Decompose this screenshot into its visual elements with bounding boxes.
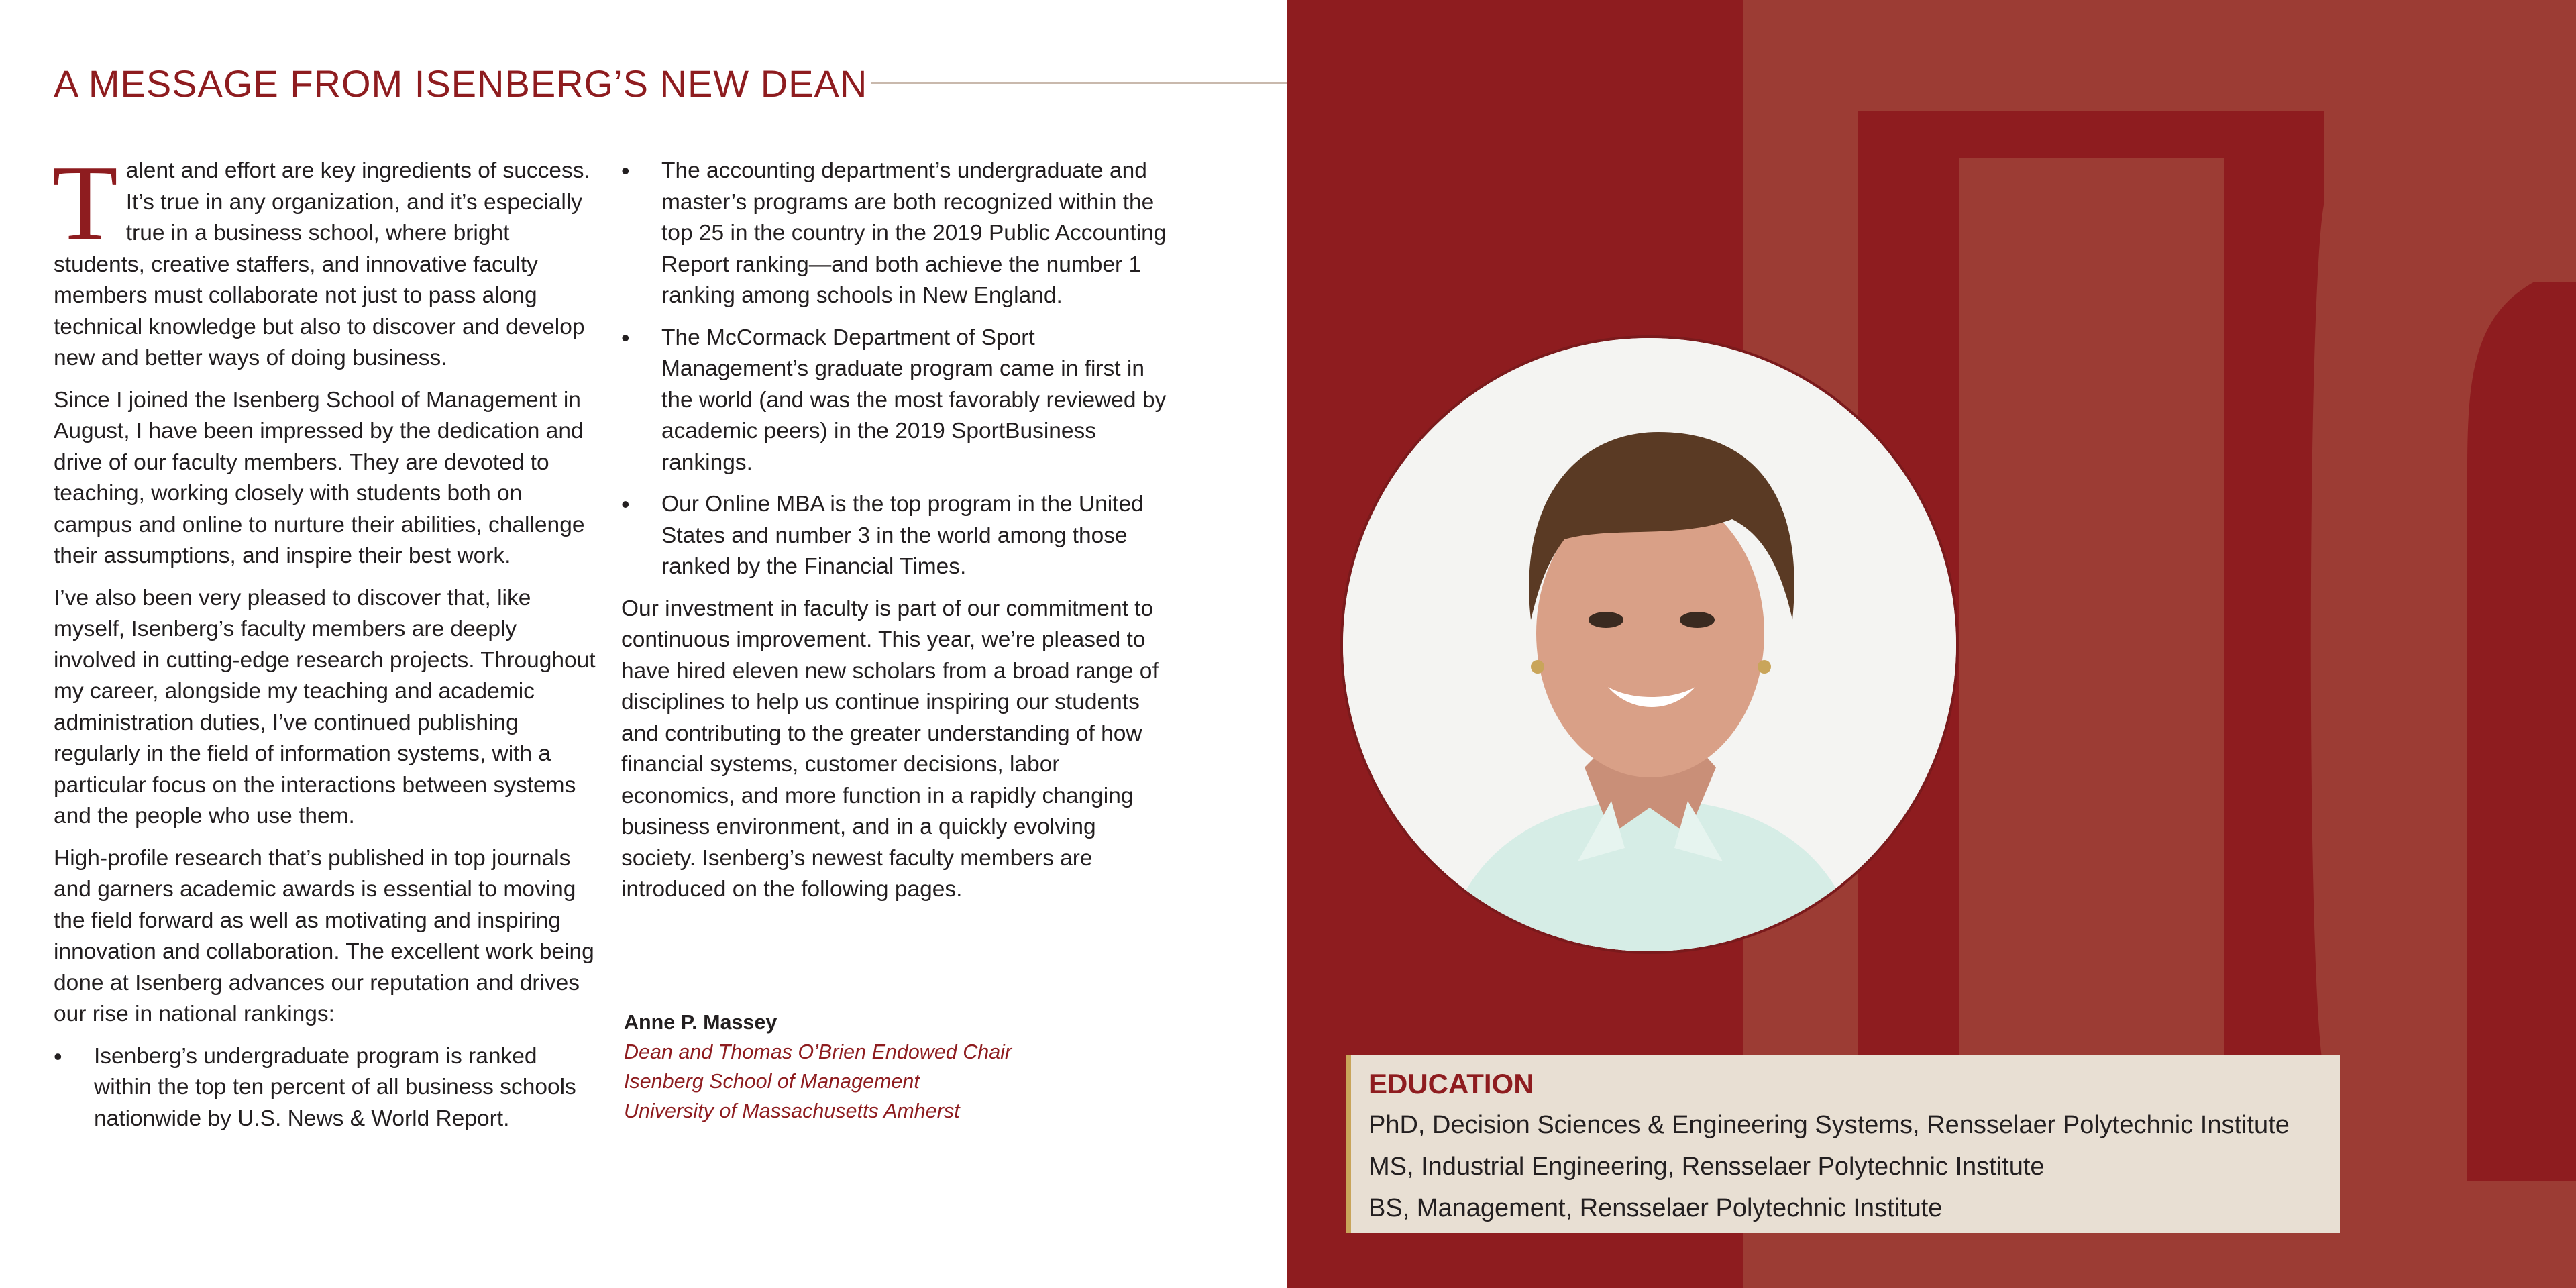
drop-cap: T bbox=[52, 143, 118, 262]
portrait-page bbox=[1287, 0, 2576, 1288]
signature-title: Dean and Thomas O’Brien Endowed Chair bbox=[624, 1040, 1012, 1063]
education-item: PhD, Decision Sciences & Engineering Systems, Rensselaer Polytechnic Institute bbox=[1368, 1111, 2290, 1139]
list-item: • Our Online MBA is the top program in the United States and number 3 in the world among those ranked by the Financial Times. bbox=[621, 489, 1171, 583]
signature-block bbox=[624, 1008, 1012, 1126]
paragraph-1-text: alent and effort are key ingredients of success. It’s true in any organization, and it’s especially true in a business school, where bright students, creative staffers, and innovative faculty members must collaborate not just to pass along technical knowledge but also to discover and develop new and better ways of doing business. bbox=[54, 158, 590, 370]
rankings-list bbox=[54, 1041, 597, 1135]
rankings-list-continued bbox=[621, 156, 1171, 583]
letter-column-1 bbox=[52, 143, 597, 1145]
signature-university: University of Massachusetts Amherst bbox=[624, 1099, 960, 1122]
signature-school: Isenberg School of Management bbox=[624, 1070, 920, 1093]
page-title: A MESSAGE FROM ISENBERG’S NEW DEAN bbox=[54, 62, 868, 105]
paragraph-2: Since I joined the Isenberg School of Management in August, I have been impressed by the dedication and drive of our faculty members. They are devoted to teaching, working closely with students both on campus and online to nurture their abilities, challenge their assumptions, and inspire their best work. bbox=[54, 387, 585, 568]
letter-page bbox=[0, 0, 1287, 1288]
portrait-photo bbox=[1340, 335, 1959, 954]
paragraph-4: High-profile research that’s published in top journals and garners academic awards is essential to moving the field forward as well as motivating and inspiring innovation and collaboration. The excellent work being done at Isenberg advances our reputation and drives our rise in national rankings: bbox=[54, 845, 594, 1026]
education-item: MS, Industrial Engineering, Rensselaer Polytechnic Institute bbox=[1368, 1152, 2045, 1181]
education-item: BS, Management, Rensselaer Polytechnic Institute bbox=[1368, 1194, 1943, 1222]
list-item: • The accounting department’s undergraduate and master’s programs are both recognized within the top 25 in the country in the 2019 Public Accounting Report ranking—and both achieve the number 1 ranking among schools in New England. bbox=[621, 156, 1171, 312]
paragraph-5: Our investment in faculty is part of our commitment to continuous improvement. This year, we’re pleased to have hired eleven new scholars from a broad range of disciplines to help us continue inspiring our students and contributing to the greater understanding of how financial systems, customer decisions, labor economics, and more function in a rapidly changing business environment, and in a quickly evolving society. Isenberg’s newest faculty members are introduced on the following pages. bbox=[621, 596, 1159, 902]
education-box bbox=[1346, 1055, 2340, 1233]
list-item: • Isenberg’s undergraduate program is ranked within the top ten percent of all business schools nationwide by U.S. News & World Report. bbox=[54, 1041, 597, 1135]
list-item: • The McCormack Department of Sport Management’s graduate program came in first in the world (and was the most favorably reviewed by academic peers) in the 2019 SportBusiness rankings. bbox=[621, 323, 1171, 479]
signature-name: Anne P. Massey bbox=[624, 1011, 777, 1034]
paragraph-1 bbox=[52, 143, 597, 374]
paragraph-3: I’ve also been very pleased to discover that, like myself, Isenberg’s faculty members are deeply involved in cutting-edge research projects. Throughout my career, alongside my teaching and academic administration duties, I’ve continued publishing regularly in the field of information systems, with a particular focus on the interactions between systems and the people who use them. bbox=[54, 585, 596, 828]
letter-column-2 bbox=[621, 156, 1171, 916]
education-heading: EDUCATION bbox=[1368, 1068, 1534, 1099]
portrait-illustration bbox=[1343, 338, 1956, 951]
title-divider bbox=[871, 82, 1287, 84]
